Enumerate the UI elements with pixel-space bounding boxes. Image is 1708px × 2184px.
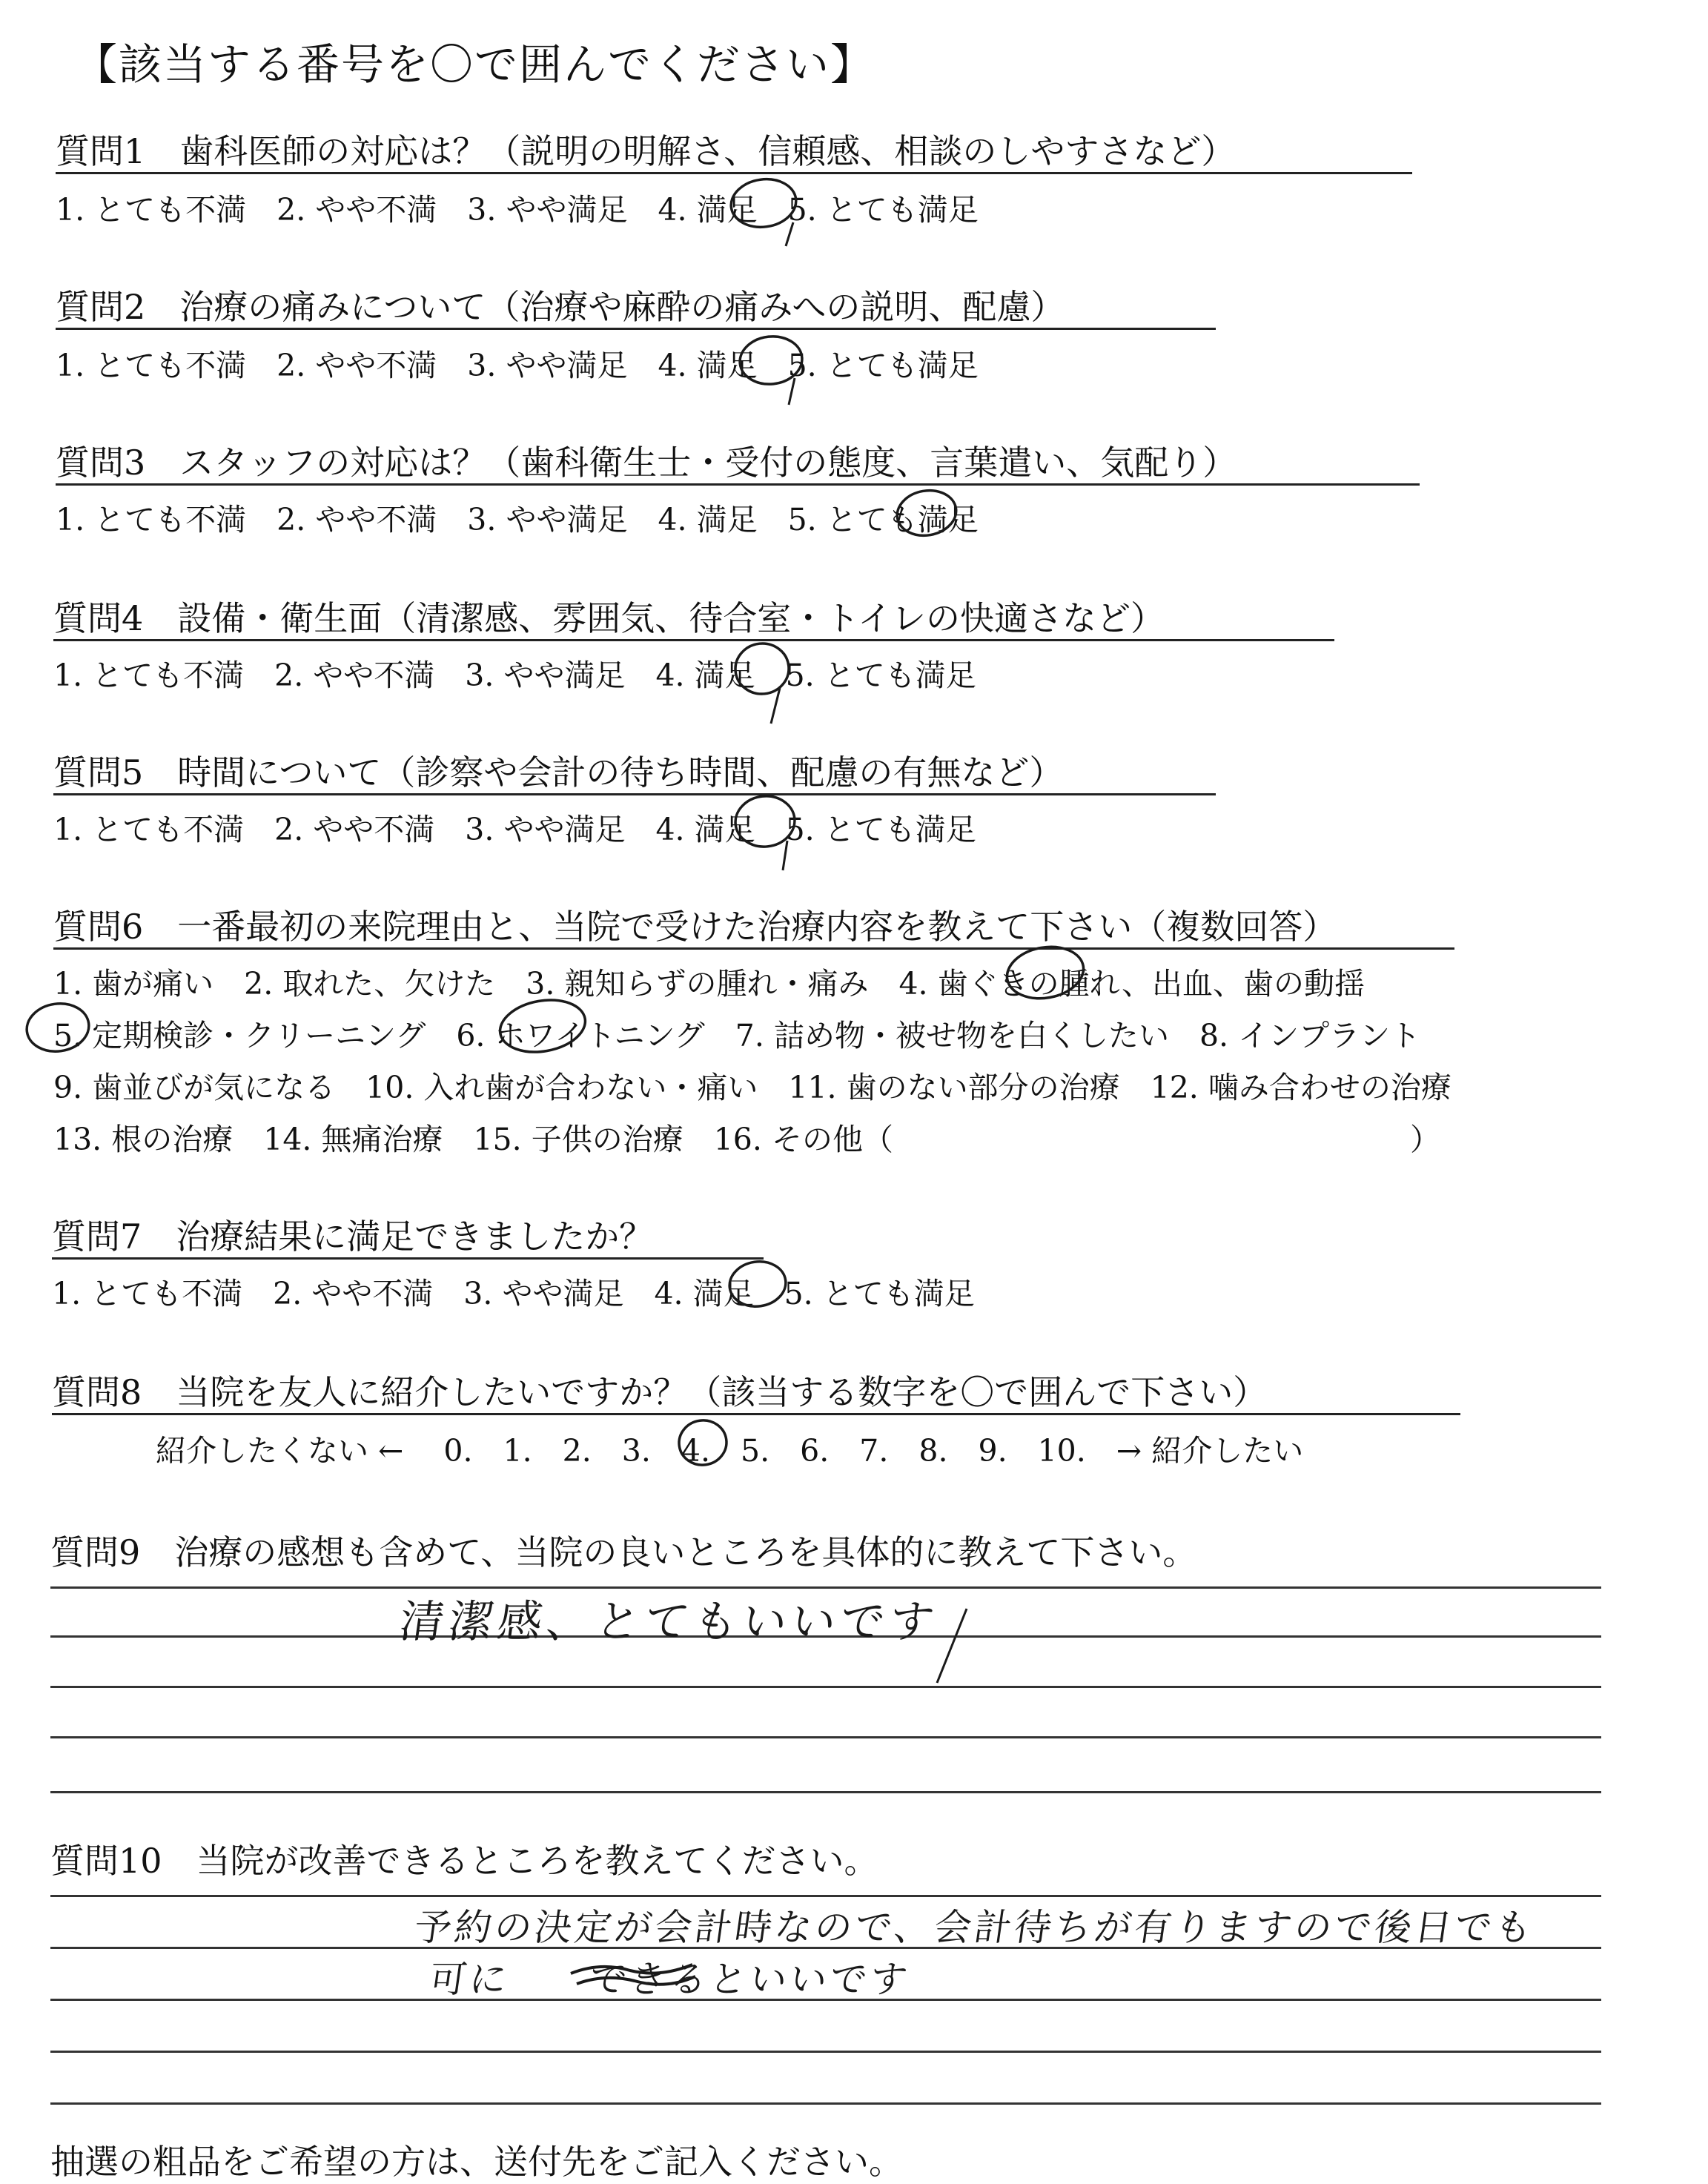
question-6-underline bbox=[53, 947, 1454, 950]
question-8-label: 質問8 当院を友人に紹介したいですか？（該当する数字を〇で囲んで下さい） bbox=[52, 1372, 1268, 1412]
answer-line bbox=[50, 2051, 1601, 2053]
question-7-underline bbox=[52, 1257, 764, 1260]
question-2-options[interactable]: 1. とても不満 2. やや不満 3. やや満足 4. 満足 5. とても満足 bbox=[56, 348, 979, 383]
answer-line bbox=[50, 1686, 1601, 1688]
question-3-label: 質問3 スタッフの対応は？（歯科衛生士・受付の態度、言葉遣い、気配り） bbox=[56, 443, 1237, 483]
question-4-underline bbox=[53, 639, 1334, 641]
question-9-handwritten-answer[interactable]: 清潔感、とてもいいです bbox=[396, 1596, 942, 1648]
question-7-label: 質問7 治療結果に満足できましたか？ bbox=[52, 1217, 654, 1257]
question-4-options[interactable]: 1. とても不満 2. やや不満 3. やや満足 4. 満足 5. とても満足 bbox=[53, 658, 976, 693]
question-7-options[interactable]: 1. とても不満 2. やや不満 3. やや満足 4. 満足 5. とても満足 bbox=[52, 1276, 975, 1311]
question-10-handwritten-answer-line-2[interactable]: 可に できるといいです bbox=[426, 1958, 913, 2001]
question-8-underline bbox=[52, 1413, 1460, 1415]
question-9-label: 質問9 治療の感想も含めて、当院の良いところを具体的に教えて下さい。 bbox=[50, 1532, 1197, 1572]
question-2-label: 質問2 治療の痛みについて（治療や麻酔の痛みへの説明、配慮） bbox=[56, 287, 1065, 327]
question-6-row-2[interactable]: 5. 定期検診・クリーニング 6. ホワイトニング 7. 詰め物・被せ物を白くしたい 8. インプラント bbox=[53, 1018, 1421, 1053]
answer-line bbox=[50, 1895, 1601, 1897]
question-3-options[interactable]: 1. とても不満 2. やや不満 3. やや満足 4. 満足 5. とても満足 bbox=[56, 502, 979, 537]
question-2-underline bbox=[56, 328, 1216, 330]
question-10-label: 質問10 当院が改善できるところを教えてください。 bbox=[50, 1841, 878, 1881]
answer-line bbox=[50, 2102, 1601, 2105]
answer-line bbox=[50, 1736, 1601, 1738]
question-5-underline bbox=[53, 793, 1216, 795]
question-8-scale[interactable]: 紹介したくない ← 0. 1. 2. 3. 4. 5. 6. 7. 8. 9. 10. → 紹介したい bbox=[156, 1433, 1304, 1469]
question-6-row-1[interactable]: 1. 歯が痛い 2. 取れた、欠けた 3. 親知らずの腫れ・痛み 4. 歯ぐきの腫れ、出血、歯の動揺 bbox=[53, 966, 1366, 1002]
answer-line bbox=[50, 1791, 1601, 1793]
question-1-label: 質問1 歯科医師の対応は？（説明の明解さ、信頼感、相談のしやすさなど） bbox=[56, 131, 1236, 171]
question-6-row-3[interactable]: 9. 歯並びが気になる 10. 入れ歯が合わない・痛い 11. 歯のない部分の治療 12. 噛み合わせの治療 bbox=[53, 1070, 1452, 1105]
question-10-handwritten-answer-line-1[interactable]: 予約の決定が会計時なので、会計待ちが有りますので後日でも bbox=[411, 1906, 1538, 1949]
question-3-underline bbox=[56, 483, 1420, 486]
question-4-label: 質問4 設備・衛生面（清潔感、雰囲気、待合室・トイレの快適さなど） bbox=[53, 598, 1165, 638]
question-6-label: 質問6 一番最初の来院理由と、当院で受けた治療内容を教えて下さい（複数回答） bbox=[53, 907, 1337, 947]
question-5-label: 質問5 時間について（診察や会計の待ち時間、配慮の有無など） bbox=[53, 752, 1064, 792]
form-header: 【該当する番号を〇で囲んでください】 bbox=[74, 39, 875, 90]
footer-note: 抽選の粗品をご希望の方は、送付先をご記入ください。 bbox=[50, 2142, 903, 2182]
question-6-row-4[interactable]: 13. 根の治療 14. 無痛治療 15. 子供の治療 16. その他（ ） bbox=[53, 1122, 1440, 1157]
question-1-underline bbox=[56, 172, 1412, 174]
question-1-options[interactable]: 1. とても不満 2. やや不満 3. やや満足 4. 満足 5. とても満足 bbox=[56, 192, 979, 228]
question-5-options[interactable]: 1. とても不満 2. やや不満 3. やや満足 4. 満足 5. とても満足 bbox=[53, 812, 976, 847]
